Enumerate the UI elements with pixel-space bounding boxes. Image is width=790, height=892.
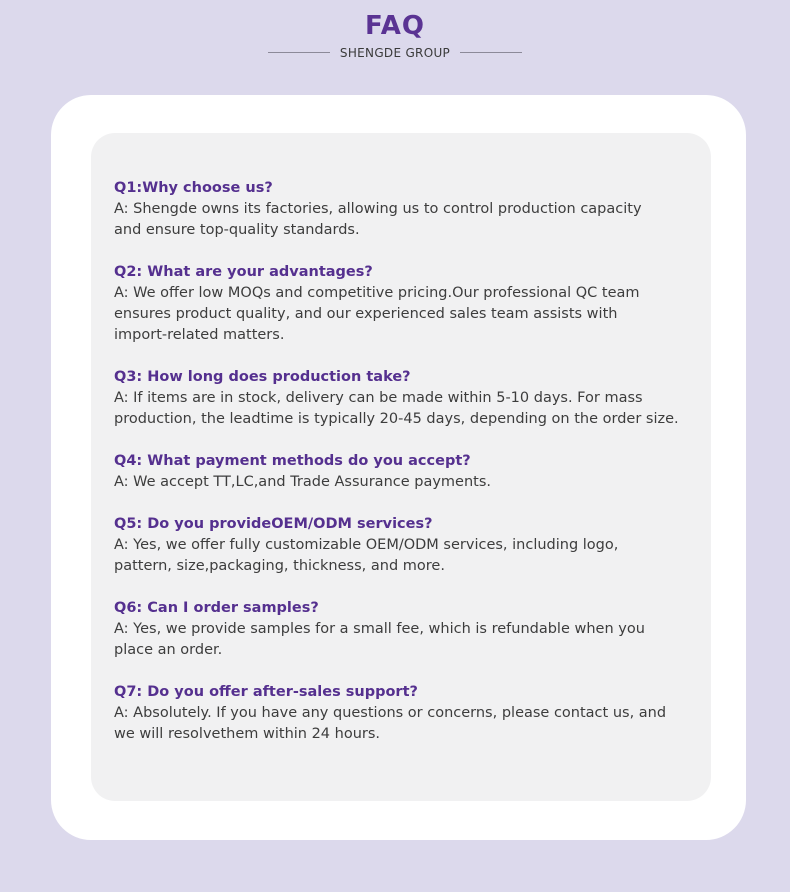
page-header xyxy=(0,10,790,62)
faq-item xyxy=(114,598,699,661)
faq-answer-line: place an order. xyxy=(114,642,223,658)
faq-item xyxy=(114,682,699,745)
faq-list xyxy=(114,178,699,766)
faq-answer-line: A: Absolutely. If you have any questions or concerns, please contact us, and xyxy=(114,705,667,721)
faq-question: Q5: Do you provideOEM/ODM services? xyxy=(114,516,433,532)
faq-answer-line: we will resolvethem within 24 hours. xyxy=(114,726,381,742)
subtitle-row xyxy=(0,42,790,62)
faq-item xyxy=(114,451,699,493)
faq-item xyxy=(114,262,699,346)
divider-right xyxy=(460,52,522,53)
faq-question: Q6: Can I order samples? xyxy=(114,600,319,616)
faq-answer-line: A: We accept TT,LC,and Trade Assurance payments. xyxy=(114,474,492,490)
faq-answer-line: and ensure top-quality standards. xyxy=(114,222,360,238)
faq-answer-line: ensures product quality, and our experienced sales team assists with xyxy=(114,306,618,322)
faq-question: Q1:Why choose us? xyxy=(114,180,273,196)
faq-answer-line: A: Yes, we offer fully customizable OEM/ODM services, including logo, xyxy=(114,537,619,553)
faq-question: Q7: Do you offer after-sales support? xyxy=(114,684,418,700)
faq-question: Q2: What are your advantages? xyxy=(114,264,373,280)
faq-question: Q4: What payment methods do you accept? xyxy=(114,453,471,469)
faq-answer-line: import-related matters. xyxy=(114,327,285,343)
faq-answer-line: A: Shengde owns its factories, allowing us to control production capacity xyxy=(114,201,642,217)
faq-outer-card xyxy=(51,95,746,840)
faq-item xyxy=(114,367,699,430)
faq-answer-line: A: Yes, we provide samples for a small fee, which is refundable when you xyxy=(114,621,645,637)
faq-answer-line: production, the leadtime is typically 20-45 days, depending on the order size. xyxy=(114,411,679,427)
faq-item xyxy=(114,514,699,577)
faq-item xyxy=(114,178,699,241)
faq-question: Q3: How long does production take? xyxy=(114,369,411,385)
faq-inner-card xyxy=(91,133,711,801)
faq-answer-line: A: We offer low MOQs and competitive pricing.Our professional QC team xyxy=(114,285,640,301)
divider-left xyxy=(268,52,330,53)
page-title: FAQ xyxy=(364,11,425,41)
faq-answer-line: A: If items are in stock, delivery can be made within 5-10 days. For mass xyxy=(114,390,643,406)
page-subtitle: SHENGDE GROUP xyxy=(339,46,451,60)
faq-answer-line: pattern, size,packaging, thickness, and more. xyxy=(114,558,445,574)
